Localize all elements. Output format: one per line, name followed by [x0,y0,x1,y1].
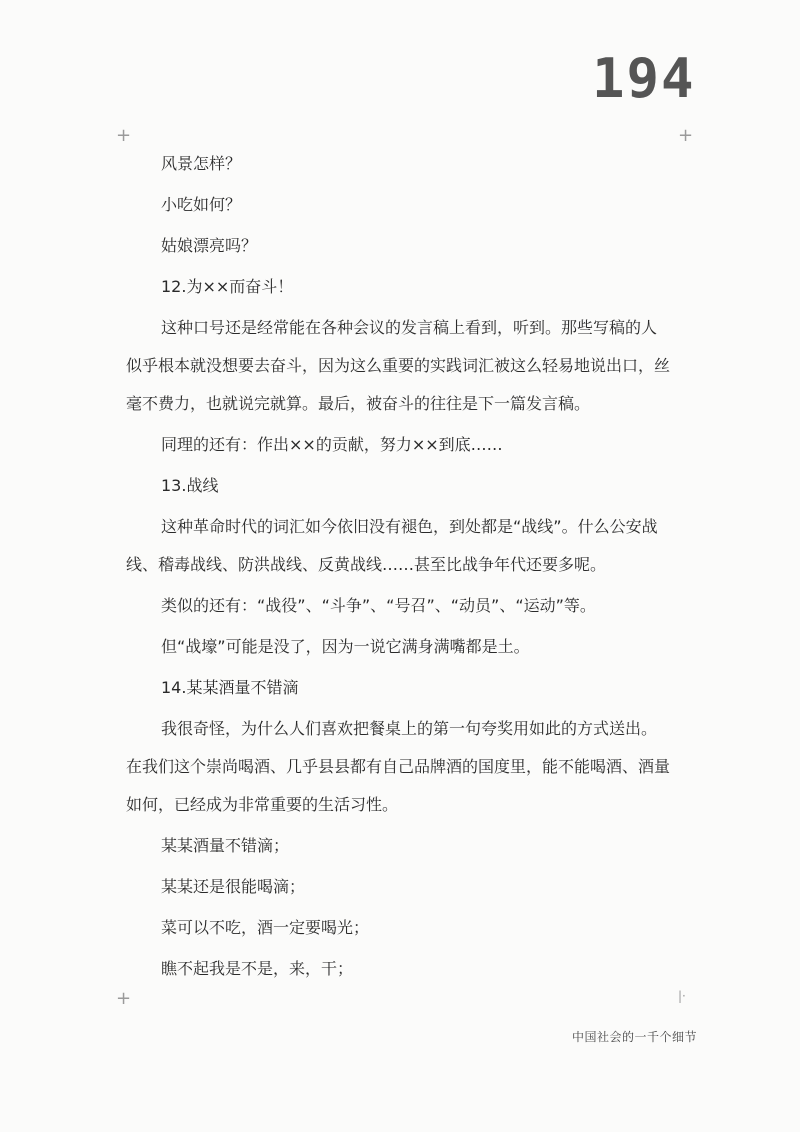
text-line: 如何，已经成为非常重要的生活习性。 [126,795,399,814]
text-line: 某某酒量不错滴； [161,836,290,855]
section-heading: 14.某某酒量不错滴 [161,678,299,697]
section-heading: 13.战线 [161,476,219,495]
text-line: 菜可以不吃，酒一定要喝光； [161,918,370,937]
text-line: 但“战壕”可能是没了，因为一说它满身满嘴都是土。 [161,637,530,656]
text-line: 线、稽毒战线、防洪战线、反黄战线……甚至比战争年代还要多呢。 [126,555,607,574]
text-line: 同理的还有：作出××的贡献，努力××到底…… [161,435,503,454]
crop-mark-bottom-right: |· [678,989,686,1003]
text-line: 似乎根本就没想要去奋斗，因为这么重要的实践词汇被这么轻易地说出口，丝 [126,356,671,375]
text-line: 瞧不起我是不是，来，干； [161,959,354,978]
text-line: 毫不费力，也就说完就算。最后，被奋斗的往往是下一篇发言稿。 [126,394,591,413]
page-number: 194 [592,47,696,110]
crop-mark-top-right: + [678,125,694,146]
text-line: 姑娘漂亮吗？ [161,236,258,255]
text-line: 类似的还有：“战役”、“斗争”、“号召”、“动员”、“运动”等。 [161,596,596,615]
text-line: 小吃如何？ [161,195,242,214]
running-footer: 中国社会的一千个细节 [572,1030,698,1044]
text-line: 风景怎样？ [161,154,242,173]
page-body [126,150,688,983]
text-line: 这种革命时代的词汇如今依旧没有褪色，到处都是“战线”。什么公安战 [161,517,658,536]
crop-mark-top-left: + [116,125,132,146]
crop-mark-bottom-left: + [116,988,132,1009]
text-line: 这种口号还是经常能在各种会议的发言稿上看到，听到。那些写稿的人 [161,318,658,337]
text-line: 某某还是很能喝滴； [161,877,306,896]
text-line: 我很奇怪，为什么人们喜欢把餐桌上的第一句夸奖用如此的方式送出。 [161,719,658,738]
text-line: 在我们这个崇尚喝酒、几乎县县都有自己品牌酒的国度里，能不能喝酒、酒量 [126,757,671,776]
section-heading: 12.为××而奋斗！ [161,277,294,296]
